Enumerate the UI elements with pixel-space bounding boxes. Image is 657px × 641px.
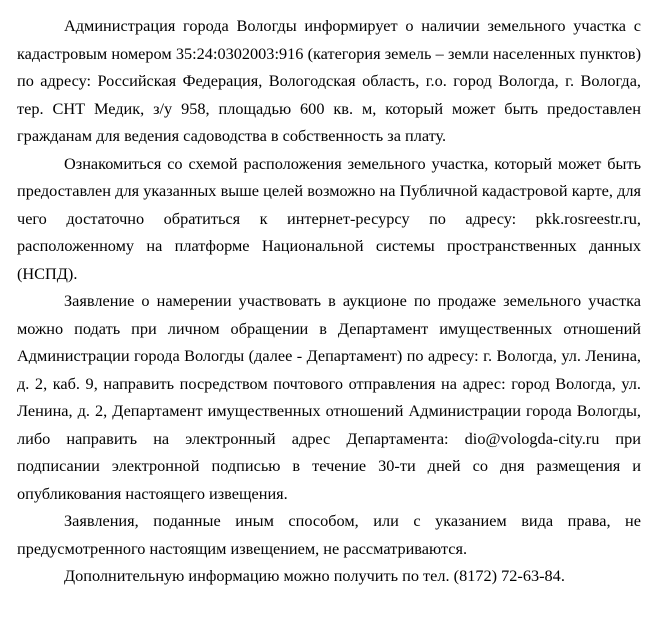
paragraph-application-submission: Заявление о намерении участвовать в аукционе по продаже земельного участка можно подать при личном обращении в Департамент имущественных отношений Администрации города Вологды (далее - Департамент) по адресу: г. Вологда, ул. Ленина, д. 2, каб. 9, направить посредством почтового отправления на адрес: город Вологда, ул. Ленина, д. 2, Департамент имущественных отношений Администрации города Вологды, либо направить на электронный адрес Департамента: dio@vologda-city.ru при подписании электронной подписью в течение 30-ти дней со дня размещения и опубликования настоящего извещения. <box>17 291 641 503</box>
notice-document <box>17 12 641 590</box>
paragraph-land-plot-info: Администрация города Вологды информирует о наличии земельного участка с кадастровым номером 35:24:0302003:916 (категория земель – земли населенных пунктов) по адресу: Российская Федерация, Вологодская область, г.о. город Вологда, г. Вологда, тер. СНТ Медик, з/у 958, площадью 600 кв. м, который может быть предоставлен гражданам для ведения садоводства в собственность за плату. <box>17 16 641 145</box>
paragraph-other-methods: Заявления, поданные иным способом, или с указанием вида права, не предусмотренного настоящим извещением, не рассматриваются. <box>17 511 641 558</box>
paragraph-cadastral-map: Ознакомиться со схемой расположения земельного участка, который может быть предоставлен для указанных выше целей возможно на Публичной кадастровой карте, для чего достаточно обратиться к интернет-ресурсу по адресу: pkk.rosreestr.ru, расположенному на платформе Национальной системы пространственных данных (НСПД). <box>17 153 641 283</box>
paragraph-contact-phone: Дополнительную информацию можно получить по тел. (8172) 72-63-84. <box>64 566 565 585</box>
